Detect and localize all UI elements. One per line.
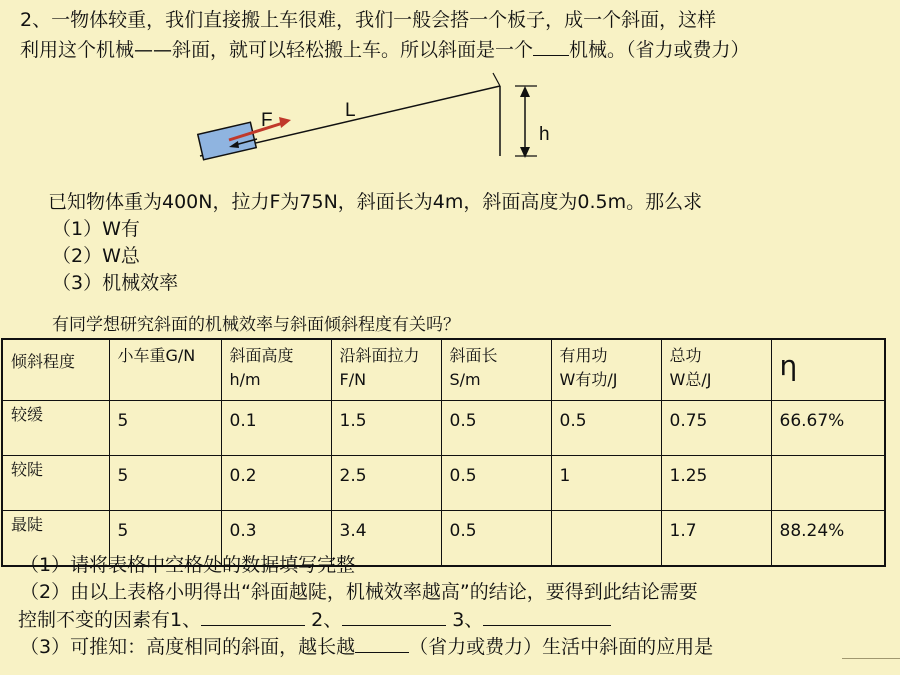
intro-line-2-after: 机械。（省力或费力） [569, 39, 750, 61]
cell-pull-force: 3.4 [331, 511, 441, 567]
cell-height: 0.1 [221, 401, 331, 456]
cell-cart-weight: 5 [109, 401, 221, 456]
intro-line-2 [20, 37, 750, 62]
question-efficiency: （3）机械效率 [52, 272, 179, 294]
question-inference [20, 634, 713, 659]
factor-2-blank[interactable] [342, 607, 446, 626]
label-L: L [345, 100, 356, 121]
incline-diagram [195, 70, 565, 170]
factor-3-blank[interactable] [483, 607, 611, 626]
inference-blank[interactable] [355, 634, 409, 653]
given-text: 已知物体重为400N，拉力F为75N，斜面长为4m，斜面高度为0.5m。那么求 [48, 191, 703, 213]
cell-efficiency: 88.24% [771, 511, 885, 567]
header-useful-work: 有用功 W有功/J [551, 339, 661, 401]
cell-cart-weight: 5 [109, 456, 221, 511]
factor-2-label: 2、 [311, 609, 343, 631]
question-fill-table: （1）请将表格中空格处的数据填写完整 [20, 554, 356, 576]
cell-total-work: 1.25 [661, 456, 771, 511]
cell-efficiency: 66.67% [771, 401, 885, 456]
header-incline-degree: 倾斜程度 [2, 339, 109, 401]
question-w-total: （2）W总 [52, 245, 140, 267]
machine-type-blank[interactable] [533, 37, 569, 56]
data-table [1, 338, 886, 567]
cell-length: 0.5 [441, 401, 551, 456]
cell-pull-force: 2.5 [331, 456, 441, 511]
table-row [2, 456, 885, 511]
research-question: 有同学想研究斜面的机械效率与斜面倾斜程度有关吗？ [52, 315, 460, 335]
factor-1-label: 控制不变的因素有1、 [18, 609, 202, 631]
cell-incline-degree: 较缓 [2, 401, 109, 456]
cell-useful-work: 1 [551, 456, 661, 511]
cell-pull-force: 1.5 [331, 401, 441, 456]
header-total-work: 总功 W总/J [661, 339, 771, 401]
question-w-useful: （1）W有 [52, 218, 140, 240]
header-cart-weight: 小车重G/N [109, 339, 221, 401]
cell-useful-work: 0.5 [551, 401, 661, 456]
question-conclusion: （2）由以上表格小明得出“斜面越陡，机械效率越高”的结论，要得到此结论需要 [20, 581, 698, 603]
intro-line-1: 2、一物体较重，我们直接搬上车很难，我们一般会搭一个板子，成一个斜面，这样 [20, 9, 717, 31]
cell-incline-degree: 最陡 [2, 511, 109, 567]
table-header-row [2, 339, 885, 401]
force-arrow-head [279, 117, 291, 128]
cell-incline-degree: 较陡 [2, 456, 109, 511]
question-controlled-factors [18, 607, 611, 632]
header-efficiency: η [771, 339, 885, 401]
label-h: h [539, 124, 550, 145]
header-pull-force: 沿斜面拉力 F/N [331, 339, 441, 401]
cell-length: 0.5 [441, 456, 551, 511]
intro-line-2-before: 利用这个机械——斜面，就可以轻松搬上车。所以斜面是一个 [20, 39, 534, 61]
cell-length: 0.5 [441, 511, 551, 567]
cell-efficiency-blank[interactable] [771, 456, 885, 511]
inference-before: （3）可推知：高度相同的斜面，越长越 [20, 636, 356, 658]
cell-useful-work-blank[interactable] [551, 511, 661, 567]
factor-3-label: 3、 [452, 609, 484, 631]
cell-height: 0.3 [221, 511, 331, 567]
header-height: 斜面高度 h/m [221, 339, 331, 401]
height-arrow-top [520, 86, 530, 97]
cell-cart-weight: 5 [109, 511, 221, 567]
application-blank[interactable] [842, 658, 900, 659]
factor-1-blank[interactable] [201, 607, 305, 626]
inference-after: （省力或费力）生活中斜面的应用是 [409, 636, 714, 658]
cell-total-work: 0.75 [661, 401, 771, 456]
header-length: 斜面长 S/m [441, 339, 551, 401]
table-row [2, 401, 885, 456]
label-F: F [261, 110, 273, 131]
cell-height: 0.2 [221, 456, 331, 511]
cell-total-work: 1.7 [661, 511, 771, 567]
incline-top-mark [493, 73, 500, 86]
